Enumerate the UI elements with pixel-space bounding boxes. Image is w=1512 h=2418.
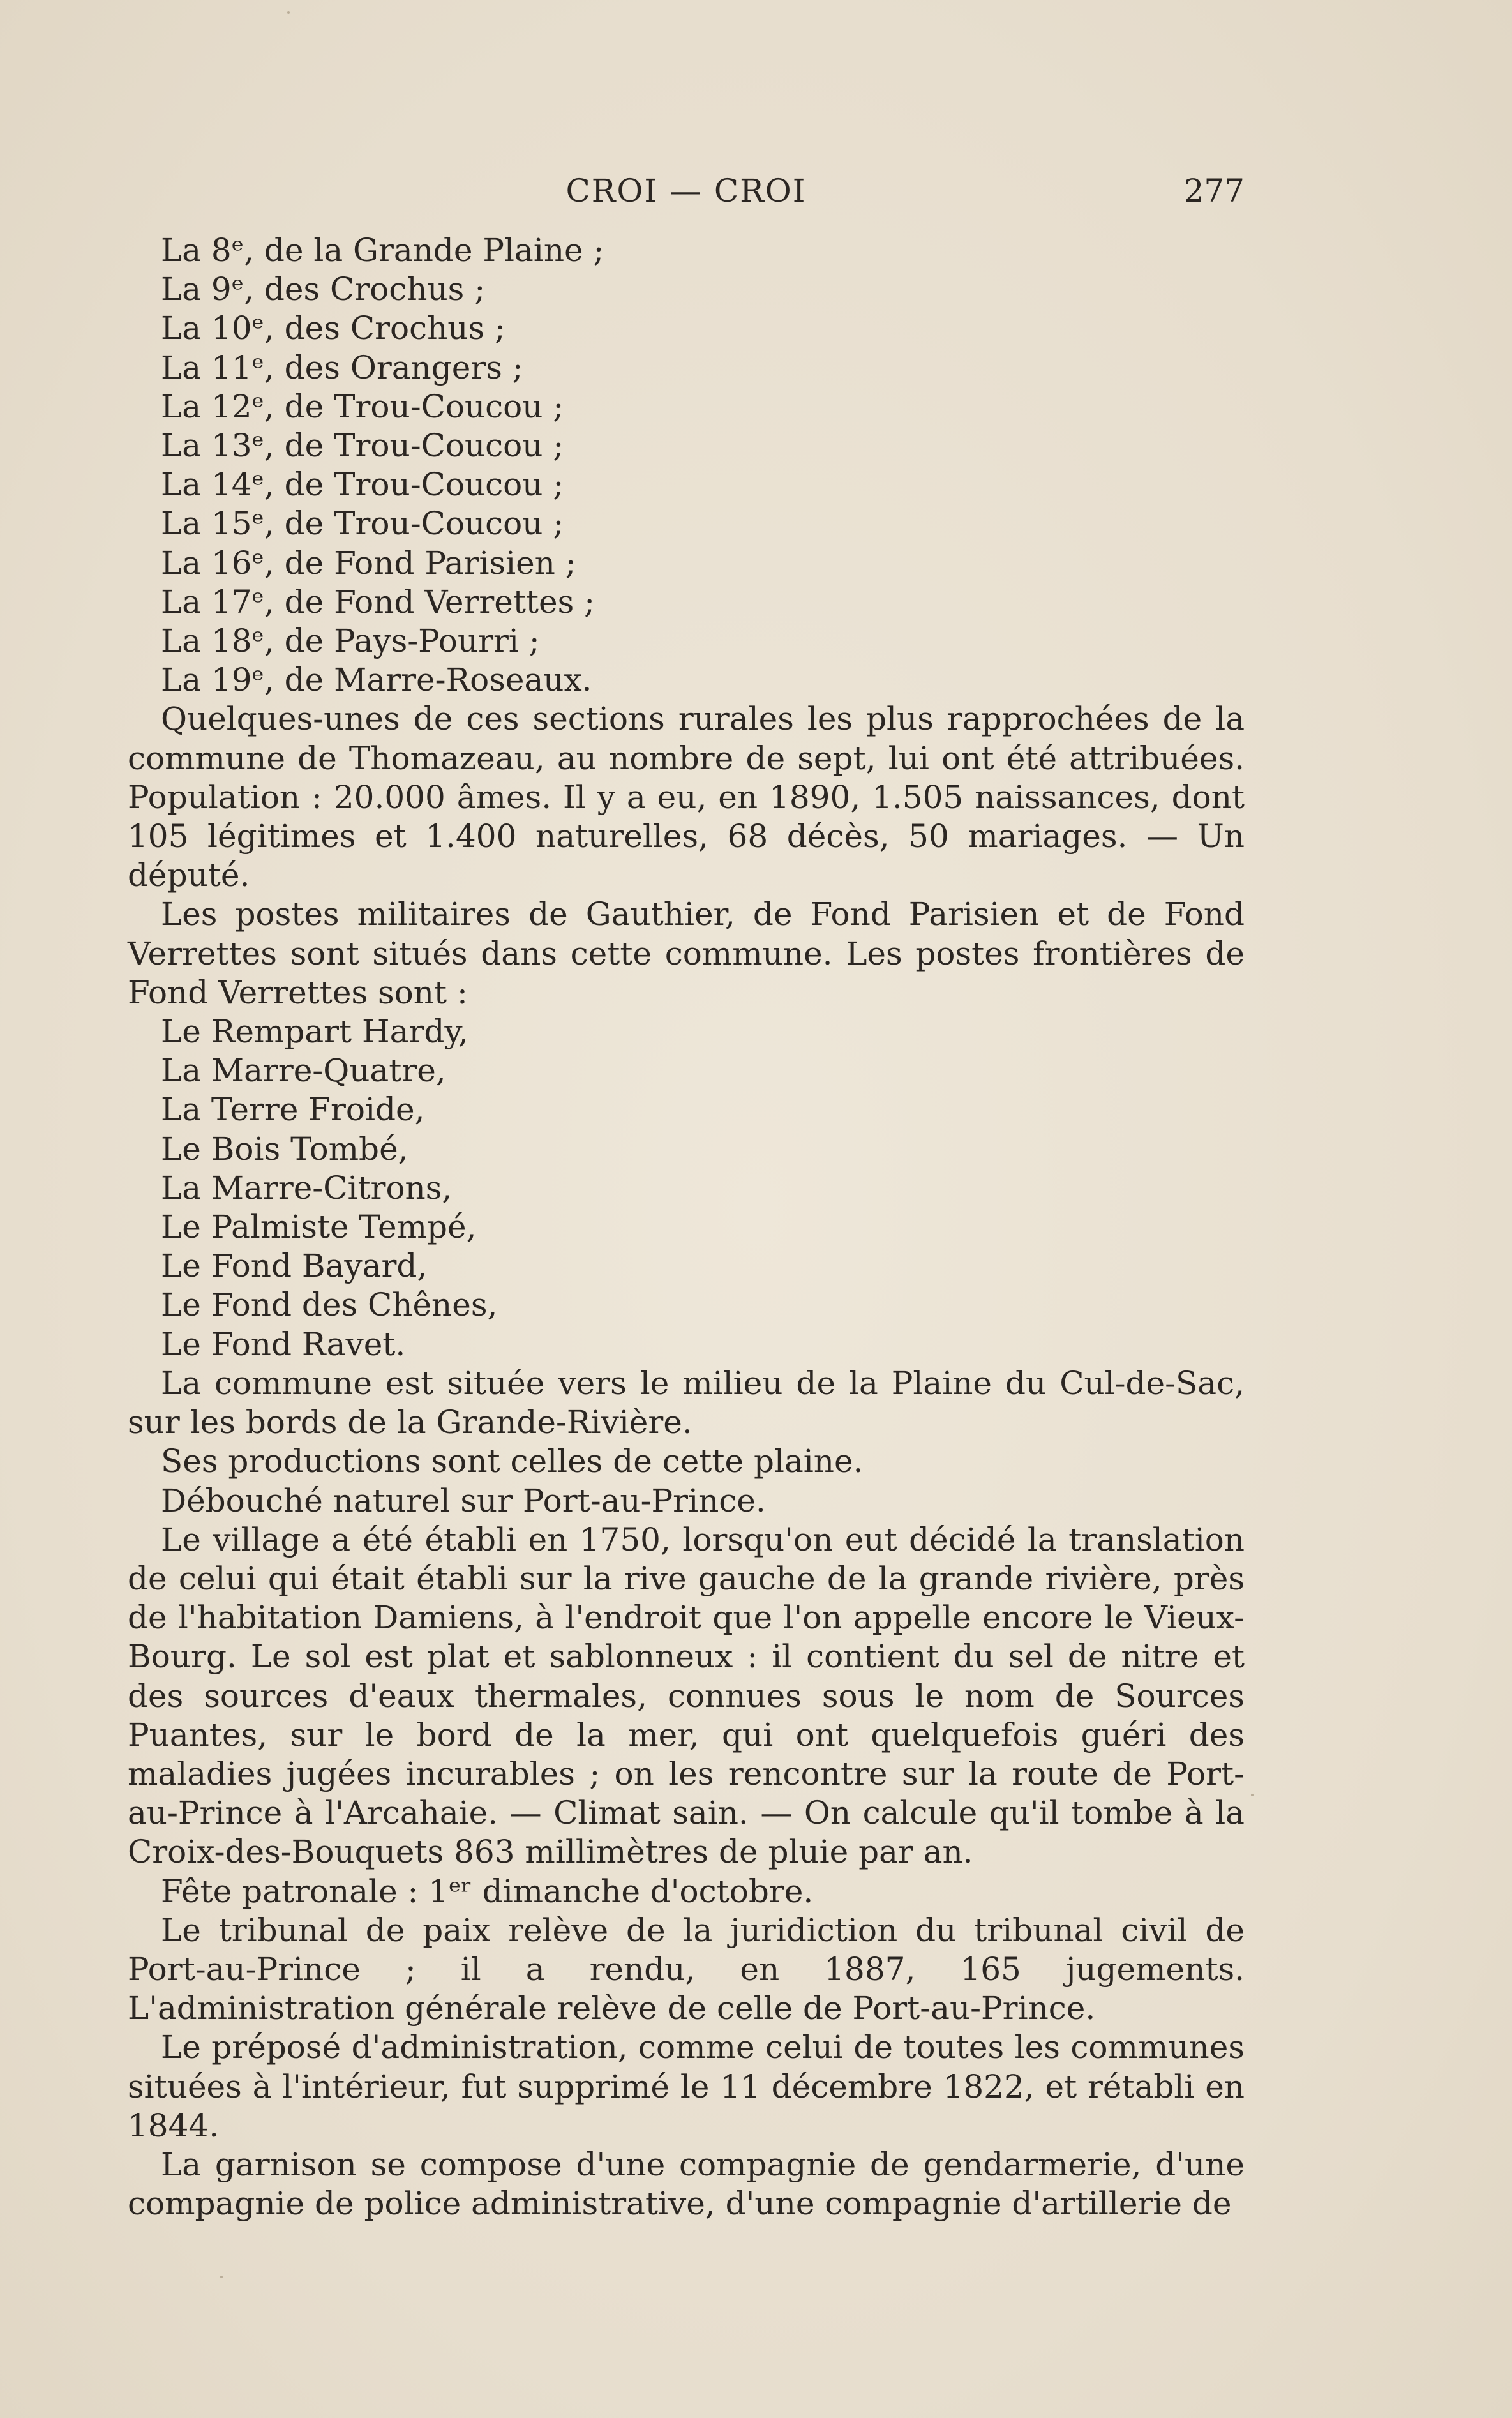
paragraph-fete: Fête patronale : 1ᵉʳ dimanche d'octobre.	[161, 1872, 814, 1910]
paragraph-village: Le village a été établi en 1750, lorsqu'on eut décidé la translation de celui qui était établi sur la rive gauche de la grande rivière, près de l'habitation Damiens, à l'endroit que l'on appelle encore le Vieux-Bourg. Le sol est plat et sablonneux : il contient du sel de nitre et des sources d'eaux thermales, connues sous le nom de Sources Puantes, sur le bord de la mer, qui ont quelquefois guéri des maladies jugées incurables ; on les rencontre sur la route de Port-au-Prince à l'Arcahaie. — Climat sain. — On calcule qu'il tombe à la Croix-des-Bouquets 863 millimètres de pluie par an.	[128, 1521, 1245, 1871]
section-list-item: La 17ᵉ, de Fond Verrettes ;	[161, 583, 595, 620]
poste-list-item: Le Palmiste Tempé,	[161, 1208, 477, 1246]
poste-list-item: Le Fond Bayard,	[161, 1247, 428, 1285]
header-title: CROI — CROI	[565, 172, 807, 209]
section-list-item: La 13ᵉ, de Trou-Coucou ;	[161, 427, 564, 465]
poste-list-item: La Terre Froide,	[161, 1091, 425, 1129]
section-list-item: La 15ᵉ, de Trou-Coucou ;	[161, 505, 564, 543]
paragraph-productions: Ses productions sont celles de cette plaine.	[161, 1443, 864, 1480]
section-list-item: La 9ᵉ, des Crochus ;	[161, 271, 486, 308]
paper-speck	[1251, 1794, 1254, 1796]
poste-list-item: La Marre-Quatre,	[161, 1052, 446, 1090]
paper-speck	[287, 11, 290, 14]
paragraph-sections-rurales: Quelques-unes de ces sections rurales les plus rapprochées de la commune de Thomazeau, au nombre de sept, lui ont été attribuées. Population : 20.000 âmes. Il y a eu, en 1890, 1.505 naissances, dont 105 légitimes et 1.400 naturelles, 68 décès, 50 mariages. — Un député.	[128, 700, 1245, 894]
section-list-item: La 14ᵉ, de Trou-Coucou ;	[161, 466, 564, 504]
paragraph-postes: Les postes militaires de Gauthier, de Fond Parisien et de Fond Verrettes sont situés dans cette commune. Les postes frontières de Fond Verrettes sont :	[128, 896, 1245, 1011]
poste-list-item: Le Bois Tombé,	[161, 1130, 408, 1168]
poste-list-item: Le Rempart Hardy,	[161, 1013, 468, 1051]
paragraph-tribunal: Le tribunal de paix relève de la juridiction du tribunal civil de Port-au-Prince ; il a rendu, en 1887, 165 jugements. L'administration générale relève de celle de Port-au-Prince.	[128, 1911, 1245, 2027]
paragraph-situation: La commune est située vers le milieu de la Plaine du Cul-de-Sac, sur les bords de la Grande-Rivière.	[128, 1364, 1245, 1441]
paragraph-prepose: Le préposé d'administration, comme celui de toutes les communes situées à l'intérieur, fut supprimé le 11 décembre 1822, et rétabli en 1844.	[128, 2029, 1245, 2144]
section-list-item: La 19ᵉ, de Marre-Roseaux.	[161, 661, 592, 699]
section-list-item: La 12ᵉ, de Trou-Coucou ;	[161, 387, 564, 425]
paper-speck	[220, 2276, 223, 2278]
section-list-item: La 16ᵉ, de Fond Parisien ;	[161, 544, 576, 582]
poste-list-item: Le Fond des Chênes,	[161, 1286, 498, 1324]
body-text	[128, 231, 1245, 2223]
page-number: 277	[1183, 172, 1245, 209]
section-list-item: La 11ᵉ, des Orangers ;	[161, 349, 523, 386]
paragraph-garnison: La garnison se compose d'une compagnie de gendarmerie, d'une compagnie de police administrative, d'une compagnie d'artillerie de	[128, 2145, 1245, 2223]
section-list-item: La 8ᵉ, de la Grande Plaine ;	[161, 232, 604, 269]
section-list-item: La 10ᵉ, des Crochus ;	[161, 310, 505, 347]
section-list-item: La 18ᵉ, de Pays-Pourri ;	[161, 622, 540, 660]
running-header	[128, 172, 1245, 217]
poste-list-item: La Marre-Citrons,	[161, 1169, 453, 1206]
paragraph-debouche: Débouché naturel sur Port-au-Prince.	[161, 1482, 766, 1519]
poste-list-item: Le Fond Ravet.	[161, 1325, 406, 1363]
